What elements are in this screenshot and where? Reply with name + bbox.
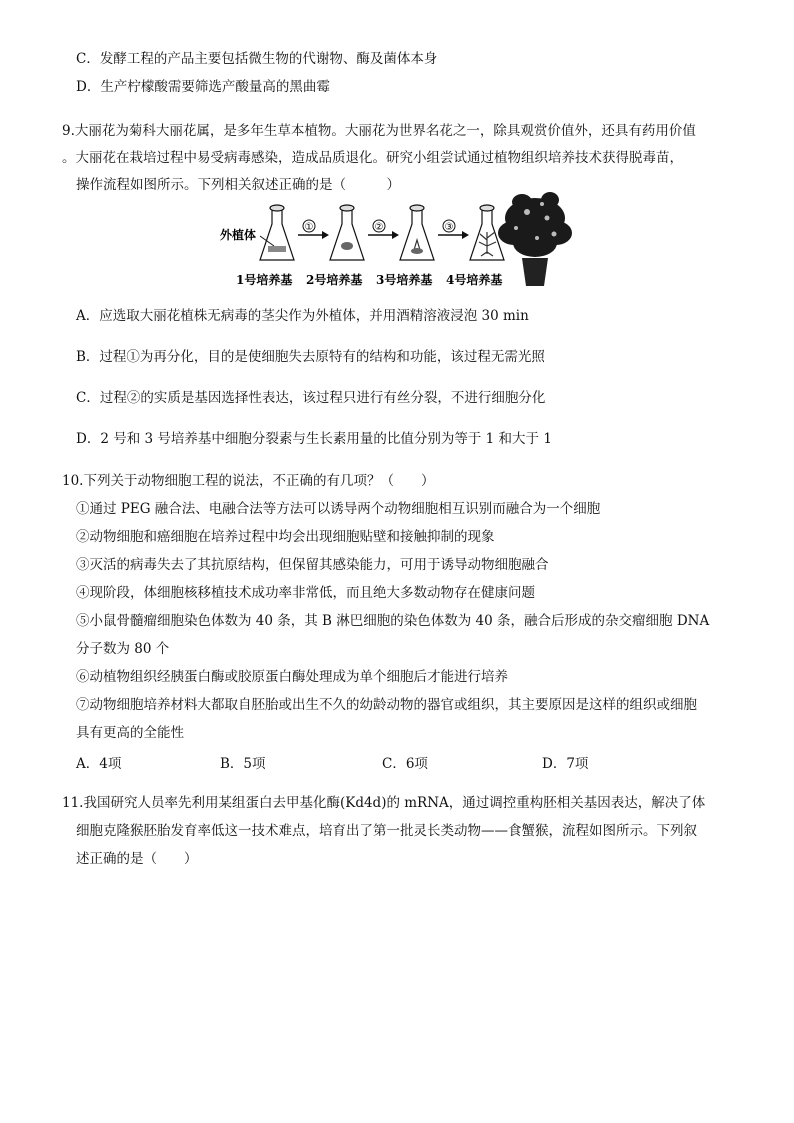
q9-stem-line1: 9.大丽花为菊科大丽花属，是多年生草本植物。大丽花为世界名花之一，除具观赏价值外，还具有药用价值 (62, 123, 696, 139)
q8-option-c: C．发酵工程的产品主要包括微生物的代谢物、酶及菌体本身 (76, 51, 438, 67)
q10-statement-7-line1: ⑦动物细胞培养材料大都取自胚胎或出生不久的幼龄动物的器官或组织，其主要原因是这样的组织或细胞 (76, 697, 697, 713)
svg-text:②: ② (374, 222, 384, 233)
q11-stem-line2: 细胞克隆猴胚胎发育率低这一技术难点，培育出了第一批灵长类动物——食蟹猴，流程如图所示。下列叙 (76, 823, 697, 839)
q9-option-a: A．应选取大丽花植株无病毒的茎尖作为外植体，并用酒精溶液浸泡 30 min (76, 308, 529, 324)
arrow-step-3 (438, 220, 469, 239)
dahlia-plant-image (492, 188, 578, 288)
q8-option-d: D．生产柠檬酸需要筛选产酸量高的黑曲霉 (76, 79, 330, 95)
medium-1-label: 1号培养基 (236, 273, 293, 287)
q10-statement-6: ⑥动植物组织经胰蛋白酶或胶原蛋白酶处理成为单个细胞后才能进行培养 (76, 669, 508, 685)
q10-option-d: D．7项 (542, 756, 589, 772)
q10-statement-4: ④现阶段，体细胞核移植技术成功率非常低，而且绝大多数动物存在健康问题 (76, 585, 535, 601)
q10-statement-2: ②动物细胞和癌细胞在培养过程中均会出现细胞贴壁和接触抑制的现象 (76, 529, 495, 545)
q10-option-a: A．4项 (76, 756, 122, 772)
q11-stem-line3: 述正确的是（ ） (76, 851, 198, 867)
q10-option-c: C．6项 (382, 756, 428, 772)
arrow-step-2 (368, 220, 399, 239)
q10-statement-5-line1: ⑤小鼠骨髓瘤细胞染色体数为 40 条，其 B 淋巴细胞的染色体数为 40 条，融合后形成的杂交瘤细胞 DNA (76, 613, 710, 629)
arrow-step-1 (298, 220, 329, 239)
q9-option-b: B．过程①为再分化，目的是使细胞失去原特有的结构和功能，该过程无需光照 (76, 349, 545, 365)
flask-1 (260, 205, 294, 260)
q10-statement-3: ③灭活的病毒失去了其抗原结构，但保留其感染能力，可用于诱导动物细胞融合 (76, 557, 549, 573)
flask-3 (400, 205, 434, 260)
q10-statement-5-line2: 分子数为 80 个 (76, 641, 170, 657)
svg-text:③: ③ (444, 222, 454, 233)
q10-statement-1: ①通过 PEG 融合法、电融合法等方法可以诱导两个动物细胞相互识别而融合为一个细胞 (76, 501, 601, 517)
q10-stem: 10.下列关于动物细胞工程的说法，不正确的有几项？（ ） (62, 473, 435, 489)
medium-4-label: 4号培养基 (446, 273, 503, 287)
medium-2-label: 2号培养基 (306, 273, 363, 287)
svg-text:①: ① (304, 222, 314, 233)
medium-3-label: 3号培养基 (376, 273, 433, 287)
q10-statement-7-line2: 具有更高的全能性 (76, 725, 184, 741)
flask-2 (330, 205, 364, 260)
q11-stem-line1: 11.我国研究人员率先利用某组蛋白去甲基化酶(Kd4d)的 mRNA，通过调控重构胚相关基因表达，解决了体 (62, 795, 706, 811)
q9-option-d: D．2 号和 3 号培养基中细胞分裂素与生长素用量的比值分别为等于 1 和大于 1 (76, 431, 552, 447)
explant-label: 外植体 (220, 228, 257, 242)
q10-option-b: B．5项 (220, 756, 266, 772)
q9-stem-line2: 。大丽花在栽培过程中易受病毒感染，造成品质退化。研究小组尝试通过植物组织培养技术获得脱毒苗， (62, 150, 683, 166)
q9-option-c: C．过程②的实质是基因选择性表达，该过程只进行有丝分裂，不进行细胞分化 (76, 390, 546, 406)
q9-stem-line3: 操作流程如图所示。下列相关叙述正确的是（ ） (76, 177, 400, 193)
